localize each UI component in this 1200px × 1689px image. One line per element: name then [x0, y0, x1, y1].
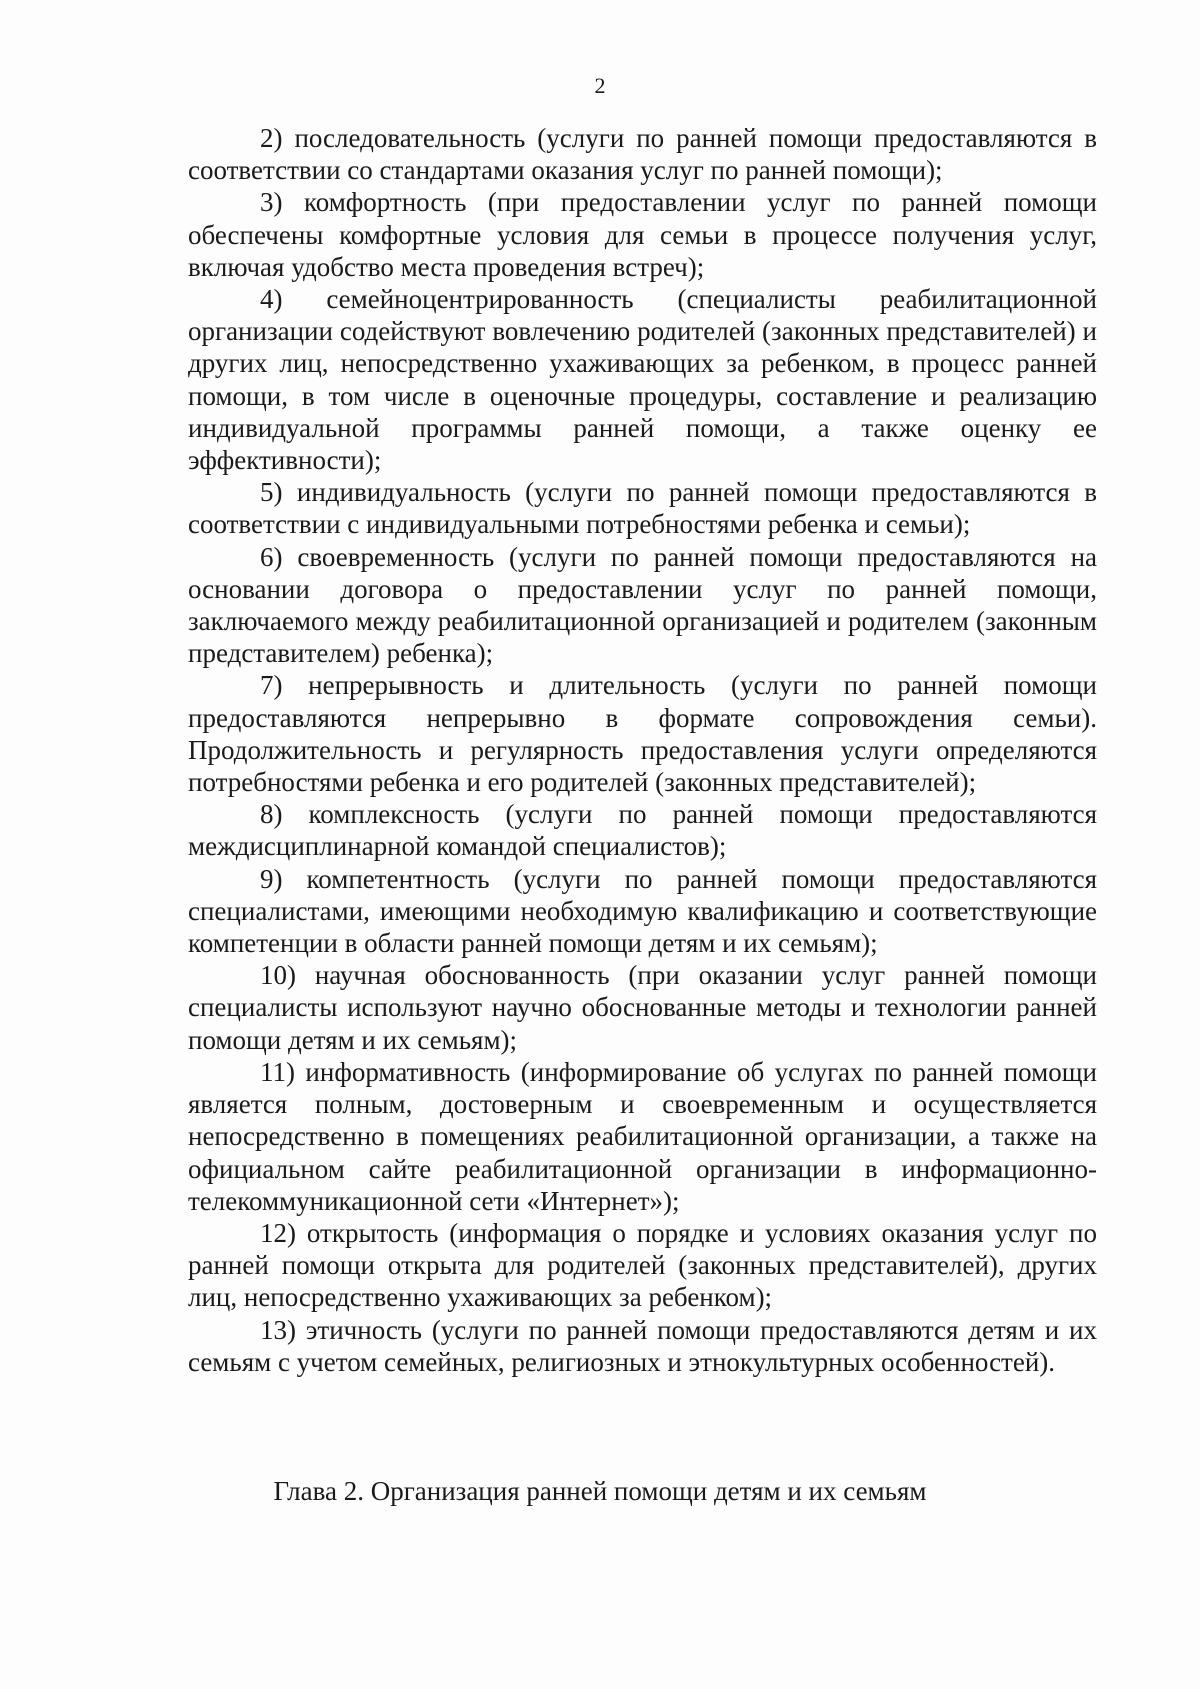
- list-item-11: 11) информативность (информирование об услугах по ранней помощи является полным, достоверным и своевременным и осуществляется непосредственно в помещениях реабилитационной организации, а также на официальном сайте реабилитационной организации в информационно-телекоммуникационной сети «Интернет»);: [188, 1056, 1097, 1216]
- page-number: 2: [594, 73, 606, 98]
- principles-list: [188, 122, 1097, 1378]
- list-item-8: 8) комплексность (услуги по ранней помощи предоставляются междисциплинарной командой специалистов);: [188, 799, 1097, 862]
- list-item-12: 12) открытость (информация о порядке и условиях оказания услуг по ранней помощи открыта для родителей (законных представителей), других лиц, непосредственно ухаживающих за ребенком);: [188, 1217, 1097, 1313]
- list-item-9: 9) компетентность (услуги по ранней помощи предоставляются специалистами, имеющими необходимую квалификацию и соответствующие компетенции в области ранней помощи детям и их семьям);: [188, 863, 1097, 959]
- list-item-6: 6) своевременность (услуги по ранней помощи предоставляются на основании договора о предоставлении услуг по ранней помощи, заключаемого между реабилитационной организацией и родителем (законным представителем) ребенка);: [188, 541, 1097, 669]
- list-item-10: 10) научная обоснованность (при оказании услуг ранней помощи специалисты используют научно обоснованные методы и технологии ранней помощи детям и их семьям);: [188, 960, 1097, 1055]
- list-item-4: 4) семейноцентрированность (специалисты реабилитационной организации содействуют вовлечению родителей (законных представителей) и других лиц, непосредственно ухаживающих за ребенком, в процесс ранней помощи, в том числе в оценочные процедуры, составление и реализацию индивидуальной программы ранней помощи, а также оценку ее эффективности);: [188, 284, 1097, 476]
- list-item-2: 2) последовательность (услуги по ранней помощи предоставляются в соответствии со стандартами оказания услуг по ранней помощи);: [188, 123, 1097, 186]
- list-item-7: 7) непрерывность и длительность (услуги по ранней помощи предоставляются непрерывно в формате сопровождения семьи). Продолжительность и регулярность предоставления услуги определяются потребностями ребенка и его родителей (законных представителей);: [188, 670, 1097, 798]
- list-item-3: 3) комфортность (при предоставлении услуг по ранней помощи обеспечены комфортные условия для семьи в процессе получения услуг, включая удобство места проведения встреч);: [188, 187, 1097, 282]
- chapter-heading: Глава 2. Организация ранней помощи детям и их семьям: [273, 1476, 927, 1506]
- list-item-13: 13) этичность (услуги по ранней помощи предоставляются детям и их семьям с учетом семейных, религиозных и этнокультурных особенностей).: [188, 1314, 1097, 1377]
- list-item-5: 5) индивидуальность (услуги по ранней помощи предоставляются в соответствии с индивидуальными потребностями ребенка и семьи);: [188, 477, 1097, 540]
